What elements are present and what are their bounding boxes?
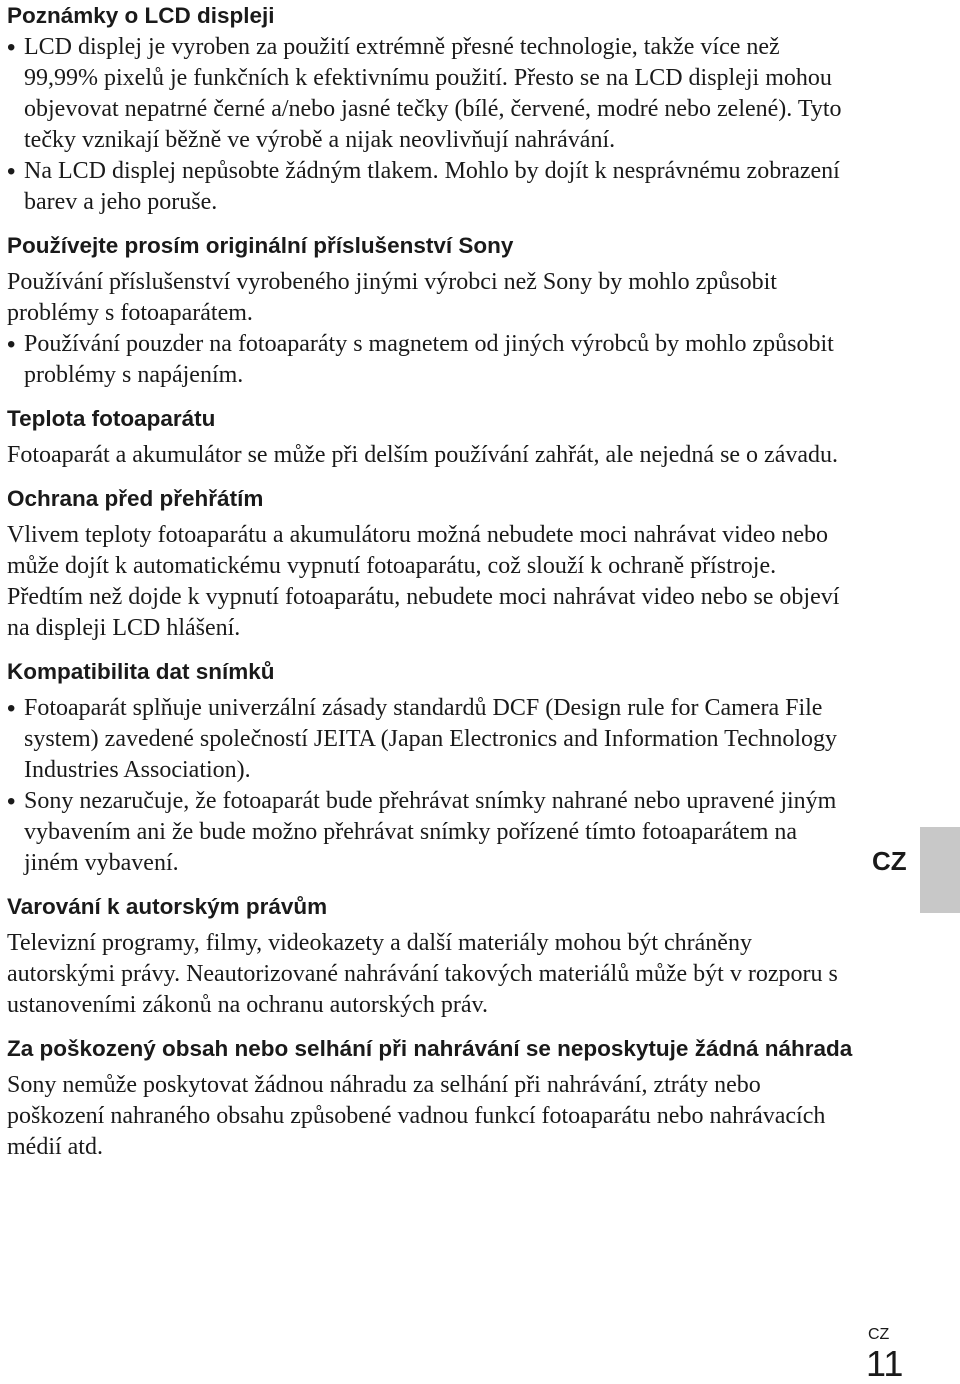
bullet-item: • Na LCD displej nepůsobte žádným tlakem. Mohlo by dojít k nesprávnému zobrazení barev a jeho poruše. [7,156,857,218]
language-tab-marker [920,827,960,913]
section-copyright-warning [7,891,857,1021]
language-tab-label: CZ [872,846,907,876]
bullet-item: • LCD displej je vyroben za použití extrémně přesné technologie, takže více než 99,99% pixelů je funkčních k efektivnímu použití. Přesto se na LCD displeji mohou objevovat nepatrné černé a/nebo jasné tečky (bílé, červené, modré nebo zelené). Tyto tečky vznikají běžně ve výrobě a nijak neovlivňují nahrávání. [7,32,857,156]
page-number: 11 [866,1343,904,1384]
section-overheat-protection [7,483,857,644]
section-heading: Poznámky o LCD displeji [7,3,275,28]
section-paragraph: Používání příslušenství vyrobeného jinými výrobci než Sony by mohlo způsobit problémy s fotoaparátem. [7,269,777,326]
section-heading: Kompatibilita dat snímků [7,659,275,684]
section-no-compensation [7,1033,857,1163]
section-heading: Používejte prosím originální příslušenství Sony [7,233,514,258]
bullet-item: • Používání pouzder na fotoaparáty s magnetem od jiných výrobců by mohlo způsobit problémy s napájením. [7,329,857,391]
section-paragraph: Předtím než dojde k vypnutí fotoaparátu, nebudete moci nahrávat video nebo se objeví na displeji LCD hlášení. [7,584,840,641]
bullet-item: • Fotoaparát splňuje univerzální zásady standardů DCF (Design rule for Camera File system) zavedené společností JEITA (Japan Electronics and Information Technology Industries Association). [7,693,857,786]
section-paragraph: Vlivem teploty fotoaparátu a akumulátoru možná nebudete moci nahrávat video nebo může dojít k automatickému vypnutí fotoaparátu, což slouží k ochraně přístroje. [7,522,829,579]
bullet-list [7,329,857,391]
section-heading: Varování k autorským právům [7,894,328,919]
section-heading: Ochrana před přehřátím [7,486,264,511]
footer-language: CZ [868,1326,890,1343]
section-paragraph: Televizní programy, filmy, videokazety a další materiály mohou být chráněny autorskými právy. Neautorizované nahrávání takových materiálů může být v rozporu s ustanoveními zákonů na ochranu autorských práv. [7,930,838,1018]
section-paragraph: Fotoaparát a akumulátor se může při delším používání zahřát, ale nejedná se o závadu. [7,442,839,468]
bullet-item: • Sony nezaručuje, že fotoaparát bude přehrávat snímky nahrané nebo upravené jiným vybavením ani že bude možno přehrávat snímky pořízené tímto fotoaparátem na jiném vybavení. [7,786,857,879]
bullet-list [7,693,857,879]
section-image-compatibility [7,656,857,879]
manual-page-content [7,0,857,1163]
section-heading: Teplota fotoaparátu [7,406,216,431]
section-camera-temperature [7,403,857,471]
section-sony-accessories [7,230,857,391]
section-lcd-notes [7,0,857,218]
bullet-list [7,32,857,218]
section-paragraph: Sony nemůže poskytovat žádnou náhradu za selhání při nahrávání, ztráty nebo poškození nahraného obsahu způsobené vadnou funkcí fotoaparátu nebo nahrávacích médií atd. [7,1072,826,1160]
section-heading: Za poškozený obsah nebo selhání při nahrávání se neposkytuje žádná náhrada [7,1036,853,1061]
